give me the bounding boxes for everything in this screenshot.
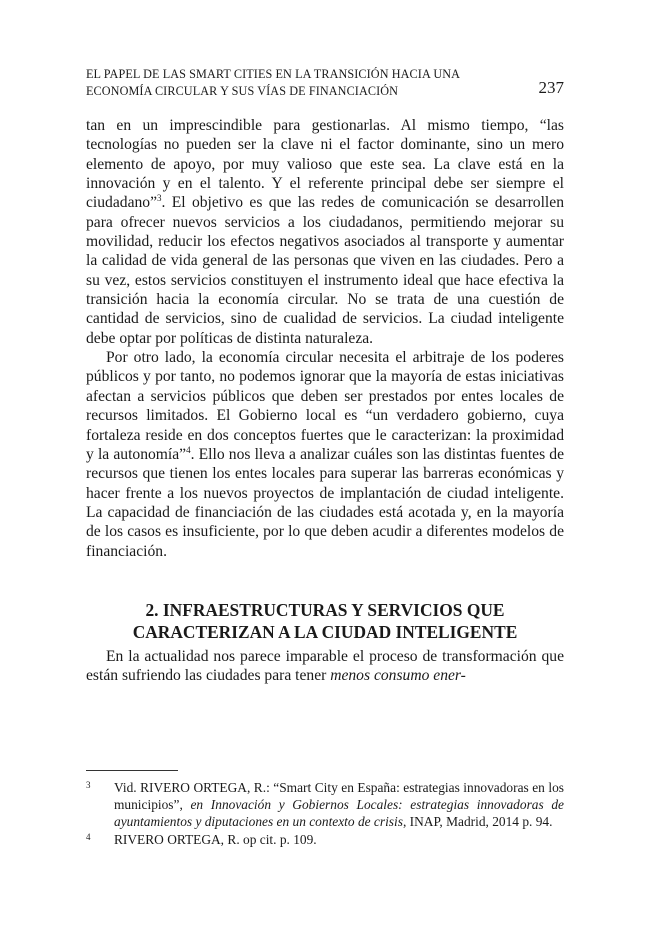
paragraph-2-part-2: . Ello nos lleva a analizar cuáles son las distintas fuentes de recursos que tienen los entes locales para superar las barreras económicas y hacer frente a los nuevos proyectos de implantación de ciudad inteligente. La capacidad de financiación de las ciudades está acotada y, en la mayoría de los casos es insuficiente, por lo que deben acudir a diferentes modelos de financiación.: [86, 445, 565, 560]
section-heading: [86, 599, 564, 643]
footnote-4-text: RIVERO ORTEGA, R. op cit. p. 109.: [114, 831, 317, 847]
footnote-3: [86, 779, 564, 831]
section-heading-line-1: 2. INFRAESTRUCTURAS Y SERVICIOS QUE: [145, 599, 505, 620]
running-header: [86, 66, 564, 104]
page-body: [86, 66, 564, 686]
section-heading-line-2: CARACTERIZAN A LA CIUDAD INTELIGENTE: [132, 621, 518, 642]
paragraph-2-part-1: Por otro lado, la economía circular necesita el arbitraje de los poderes públicos y por tanto, no podemos ignorar que la mayoría de estas iniciativas afectan a servicios públicos que deben ser prestados por entes locales de recursos limitados. El Gobierno local es “un verdadero gobierno, cuya fortaleza reside en dos conceptos fuertes que le caracterizan: la proximidad y la autonomía”: [86, 349, 564, 463]
paragraph-3-text: En la actualidad nos parece imparable el proceso de transformación que están sufriendo las ciudades para tener: [86, 647, 564, 685]
footnote-3-italic: en Innovación y Gobiernos Locales: estrategias innovadoras de ayuntamientos y diputaciones en un contexto de crisis: [114, 797, 564, 830]
running-header-line-1: EL PAPEL DE LAS SMART CITIES EN LA TRANSICIÓN HACIA UNA: [86, 67, 461, 81]
footnote-4: [86, 831, 564, 848]
footnote-text: [114, 779, 564, 831]
page-number: 237: [538, 78, 564, 97]
paragraph-1-part-1: tan en un imprescindible para gestionarlas. Al mismo tiempo, “las tecnologías no pueden ser la clave ni el factor dominante, sino un mero elemento de apoyo, por muy valioso que este sea. La clave está en la innovación y en el talento. Y el referente principal debe ser siempre el ciudadano”: [86, 117, 564, 212]
running-header-title: [86, 66, 486, 100]
paragraph-2: [86, 348, 564, 561]
paragraph-continued: [86, 116, 564, 348]
footnote-separator: [86, 770, 178, 771]
paragraph-3-italic: menos consumo ener-: [330, 667, 466, 685]
paragraph-3: [86, 647, 564, 686]
footnote-3-text-after: , INAP, Madrid, 2014 p. 94.: [402, 814, 553, 830]
main-text: [86, 116, 564, 686]
footnote-ref-4[interactable]: 4: [186, 444, 191, 455]
footnotes: [86, 779, 564, 848]
footnote-number: 4: [86, 831, 91, 842]
footnote-ref-3[interactable]: 3: [157, 193, 162, 204]
footnote-number: 3: [86, 780, 91, 790]
footnote-3-text-before: Vid. RIVERO ORTEGA, R.: “Smart City en España: estrategias innovadoras en los municipios”,: [114, 780, 564, 813]
paragraph-1-part-2: . El objetivo es que las redes de comunicación se desarrollen para ofrecer nuevos servicios a los ciudadanos, permitiendo mejorar su movilidad, reducir los efectos negativos asociados al transporte y aumentar la calidad de vida general de las personas que viven en las ciudades. Pero a su vez, estos servicios constituyen el instrumento ideal que hace efectiva la transición hacia la economía circular. No se trata de una cuestión de cantidad de servicios, sino de cualidad de servicios. La ciudad inteligente debe optar por políticas de distinta naturaleza.: [86, 194, 564, 347]
running-header-line-2: ECONOMÍA CIRCULAR Y SUS VÍAS DE FINANCIACIÓN: [86, 84, 399, 98]
